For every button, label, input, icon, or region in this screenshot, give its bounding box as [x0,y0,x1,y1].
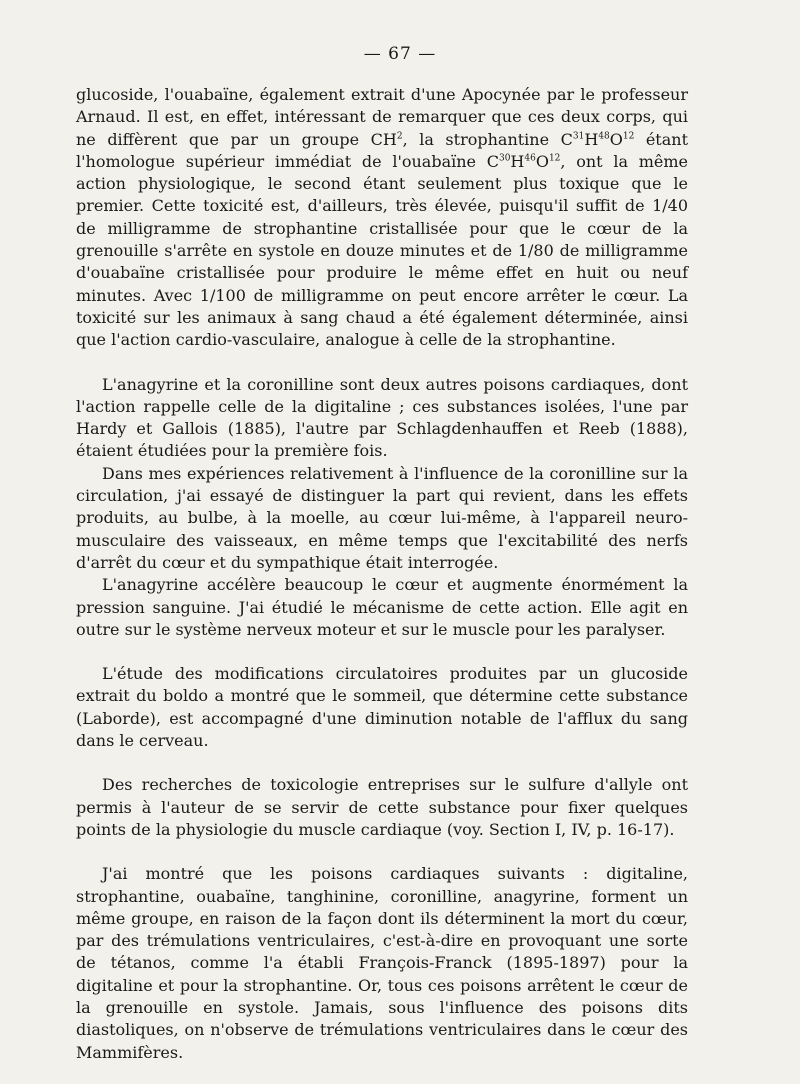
paragraph-sulfure-allyle: Des recherches de toxicologie entreprises sur le sulfure d'allyle ont permis à l'auteur de se servir de cette substance pour fixer quelques points de la physiologie du muscle cardiaque (voy. Section I, IV, p. 16-17). [76,775,688,839]
paragraph-cardiac-poisons-group: J'ai montré que les poisons cardiaques suivants : digitaline, strophantine, ouabaïne, tanghinine, coronilline, anagyrine, forment un même groupe, en raison de la façon dont ils déterminent la mort du cœur, par des trémulations ventriculaires, c'est-à-dire en provoquant une sorte de tétanos, comme l'a établi François-Franck (1895-1897) pour la digitaline et pour la strophantine. Or, tous ces poisons arrêtent le cœur de la grenouille en systole. Jamais, sous l'influence des poisons dits diastoliques, on n'observe de trémulations ventriculaires dans le cœur des Mammifères. [76,864,688,1062]
paragraph-anagyrine-action: L'anagyrine accélère beaucoup le cœur et augmente énormément la pression sanguine. J'ai étudié le mécanisme de cette action. Elle agit en outre sur le système nerveux moteur et sur le muscle pour les paralyser. [76,575,688,639]
paragraph-anagyrine-coronilline: L'anagyrine et la coronilline sont deux autres poisons cardiaques, dont l'action rappelle celle de la digitaline ; ces substances isolées, l'une par Hardy et Gallois (1885), l'autre par Schlagdenhauffen et Reeb (1888), étaient étudiées pour la première fois. [76,374,688,461]
paragraph-coronilline-experiments: Dans mes expériences relativement à l'influence de la coronilline sur la circulation, j'ai essayé de distinguer la part qui revient, dans les effets produits, au bulbe, à la moelle, au cœur lui-même, à l'appareil neuro-musculaire des vaisseaux, en même temps que l'excitabilité des nerfs d'arrêt du cœur et du sympathique était interrogée. [76,463,688,572]
page-number: — 67 — [363,44,437,64]
paragraph-continuation: glucoside, l'ouabaïne, également extrait d'une Apocynée par le professeur Arnaud. Il est, en effet, intéressant de remarquer que ces deux corps, qui ne diffèrent que par un groupe $CH^2$, la strophantine $C^{31}H^{48}O^{12}$ étant l'homologue supérieur immédiat de l'ouabaïne $C^{30}H^{46}O^{12}$, ont la même action physiologique, le second étant seulement plus toxique que le premier. Cette toxicité est, d'ailleurs, très élevée, puisqu'il suffit de 1/40 de milligramme de strophantine cristallisée pour que le cœur de la grenouille s'arrête en systole en douze minutes et de 1/80 de milligramme d'ouabaïne cristallisée pour produire le même effet en huit ou neuf minutes. Avec 1/100 de milligramme on peut encore arrêter le cœur. La toxicité sur les animaux à sang chaud a été également déterminée, ainsi que l'action cardio-vasculaire, analogue à celle de la strophantine. [76,85,689,350]
document-body [76,84,688,1064]
paragraph-boldo-glucoside: L'étude des modifications circulatoires produites par un glucoside extrait du boldo a montré que le sommeil, que détermine cette substance (Laborde), est accompagné d'une diminution notable de l'afflux du sang dans le cerveau. [76,664,688,751]
